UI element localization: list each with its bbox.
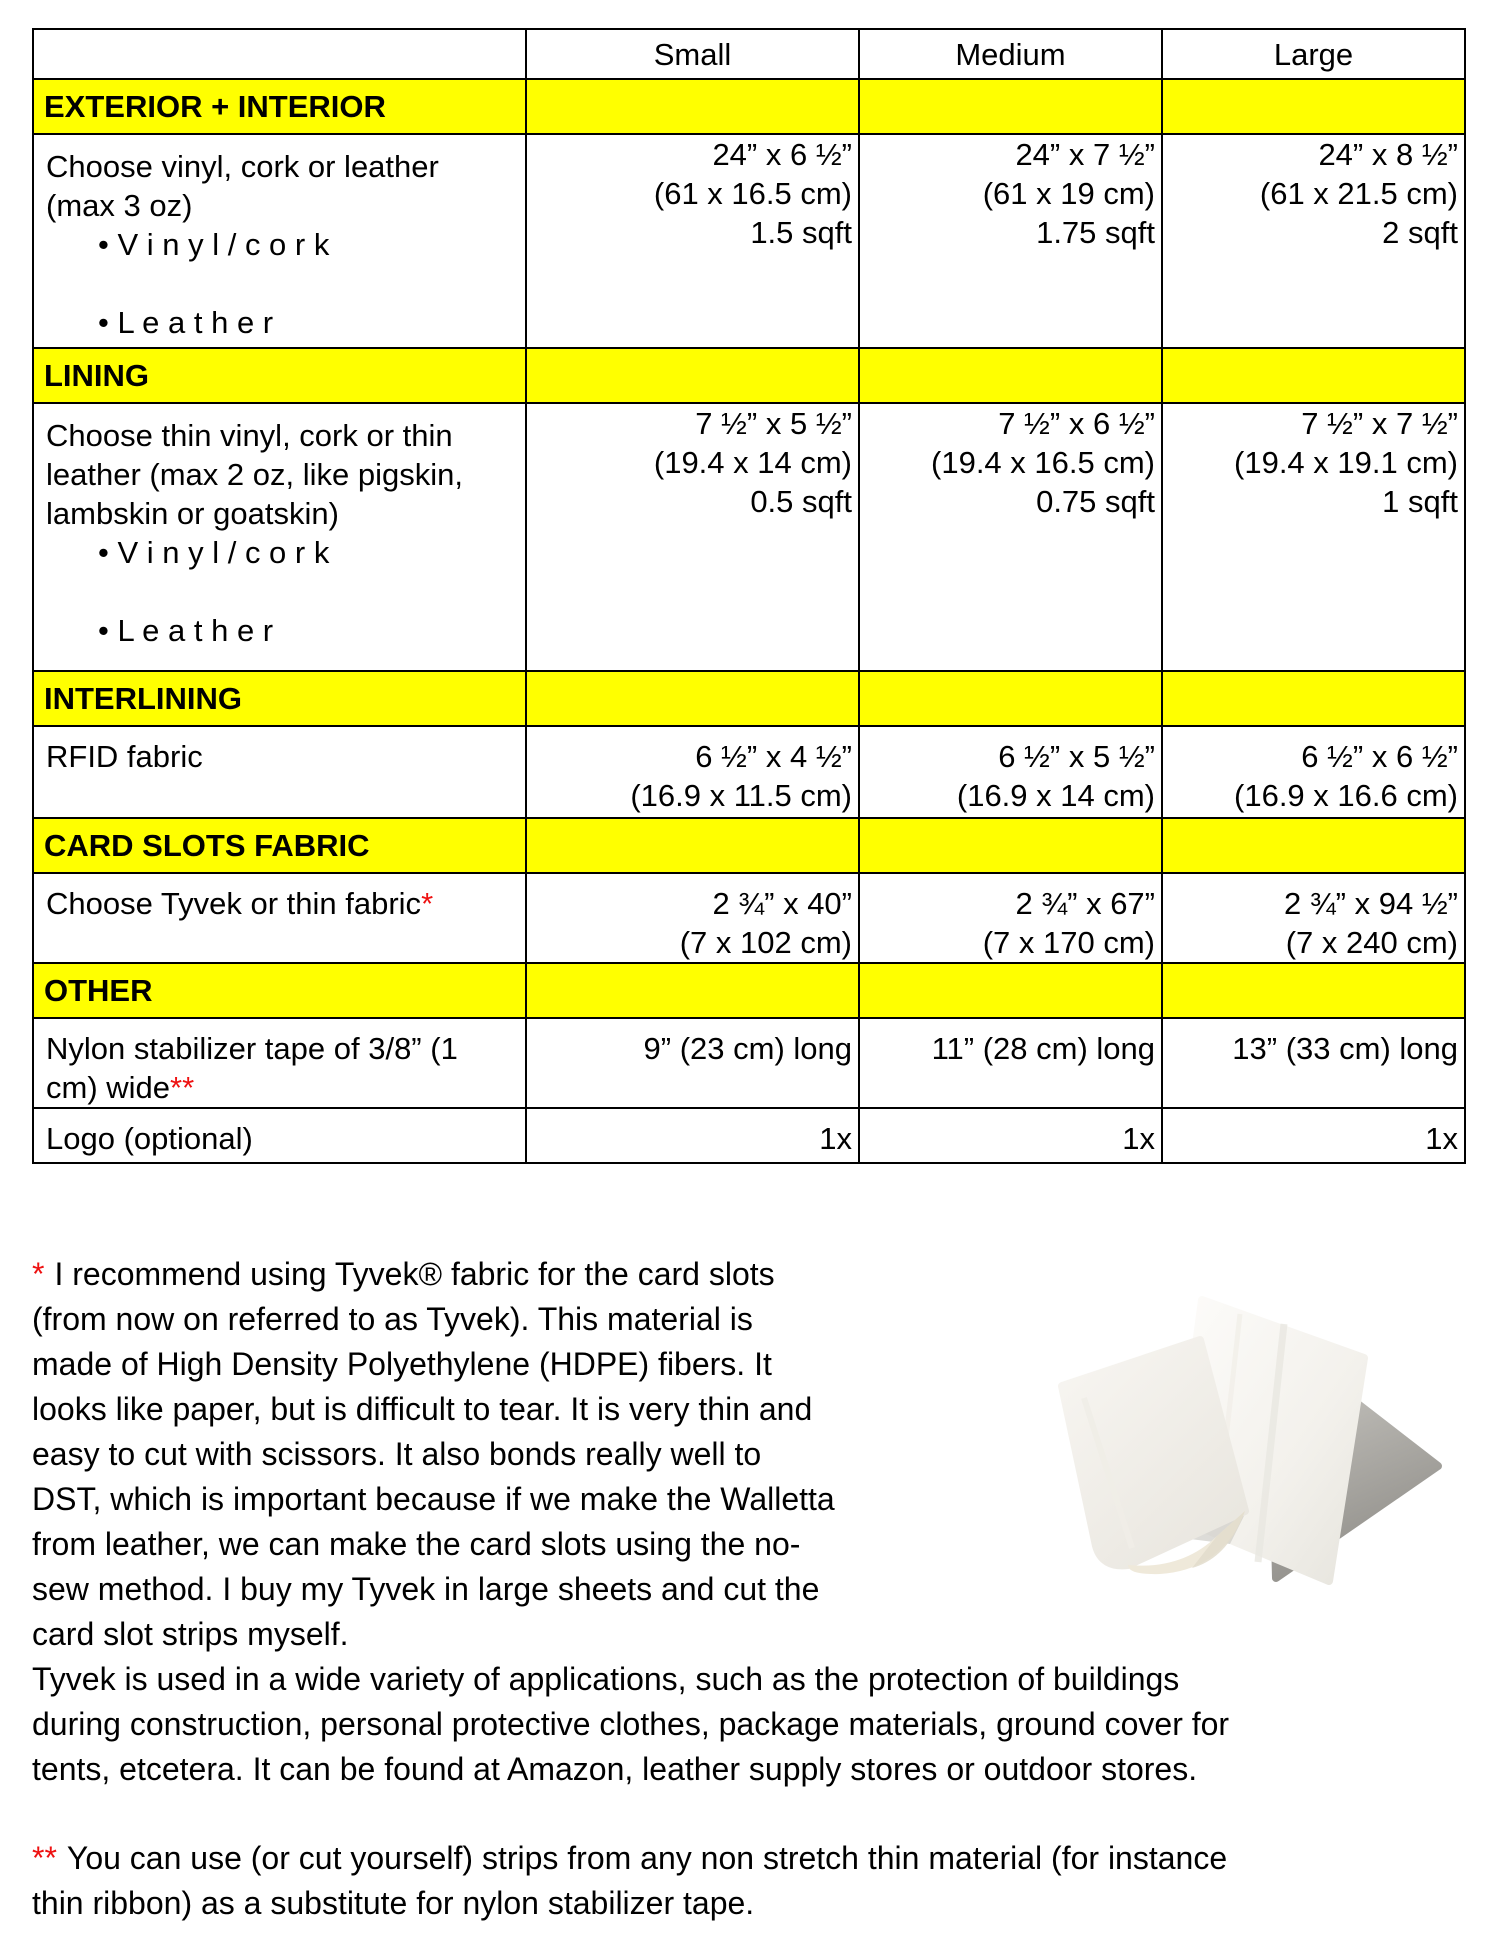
row-label-nylon-tape: Nylon stabilizer tape of 3/8” (1 cm) wide** [33, 1018, 526, 1108]
cell-cardslots-large: 2 ¾” x 94 ½” (7 x 240 cm) [1162, 873, 1465, 963]
row-label-rfid: RFID fabric [33, 726, 526, 818]
footnote-1-line: (from now on referred to as Tyvek). This material is [32, 1301, 753, 1337]
section-row-other [33, 963, 1465, 1018]
row-label-card-slots: Choose Tyvek or thin fabric* [33, 873, 526, 963]
row-label-exterior [33, 134, 526, 348]
table-row-nylon-tape [33, 1018, 1465, 1108]
cell-nylon-small: 9” (23 cm) long [526, 1018, 859, 1108]
section-row-exterior-interior [33, 79, 1465, 134]
footnote-1-line: looks like paper, but is difficult to tear. It is very thin and [32, 1391, 813, 1427]
cell-lining-large: 7 ½” x 7 ½” (19.4 x 19.1 cm) 1 sqft [1162, 403, 1465, 671]
cell-cardslots-small: 2 ¾” x 40” (7 x 102 cm) [526, 873, 859, 963]
footnote-1-marker: * [32, 1256, 45, 1292]
footnotes-block [32, 1252, 1472, 1926]
cell-rfid-small: 6 ½” x 4 ½” (16.9 x 11.5 cm) [526, 726, 859, 818]
tyvek-paragraph-line: during construction, personal protective clothes, package materials, ground cover for [32, 1706, 1230, 1742]
column-header-small: Small [526, 29, 859, 79]
cell-exterior-medium: 24” x 7 ½” (61 x 19 cm) 1.75 sqft [859, 134, 1162, 348]
table-row-rfid [33, 726, 1465, 818]
column-header-large: Large [1162, 29, 1465, 79]
column-header-medium: Medium [859, 29, 1162, 79]
table-row-card-slots [33, 873, 1465, 963]
cell-logo-medium: 1x [859, 1108, 1162, 1163]
bullet-leather: • L e a t h e r [98, 305, 274, 340]
footnote-2-marker: ** [32, 1840, 57, 1876]
cell-rfid-large: 6 ½” x 6 ½” (16.9 x 16.6 cm) [1162, 726, 1465, 818]
section-title: LINING [33, 348, 526, 403]
section-row-lining [33, 348, 1465, 403]
footnote-marker: ** [170, 1070, 195, 1105]
section-title: INTERLINING [33, 671, 526, 726]
paragraph-spacer [32, 1792, 1472, 1836]
bullet-leather: • L e a t h e r [98, 613, 274, 648]
footnote-1-line: made of High Density Polyethylene (HDPE) fibers. It [32, 1346, 772, 1382]
cell-lining-medium: 7 ½” x 6 ½” (19.4 x 16.5 cm) 0.75 sqft [859, 403, 1162, 671]
section-row-card-slots [33, 818, 1465, 873]
cell-nylon-large: 13” (33 cm) long [1162, 1018, 1465, 1108]
bullet-vinyl-cork: • V i n y l / c o r k [98, 227, 330, 262]
footnote-1-line: DST, which is important because if we make the Walletta [32, 1481, 835, 1517]
cell-lining-small: 7 ½” x 5 ½” (19.4 x 14 cm) 0.5 sqft [526, 403, 859, 671]
row-desc: Choose thin vinyl, cork or thin leather (max 2 oz, like pigskin, lambskin or goatskin) [46, 418, 463, 531]
bullet-vinyl-cork: • V i n y l / c o r k [98, 535, 330, 570]
materials-table [32, 28, 1466, 1164]
footnote-1-line: sew method. I buy my Tyvek in large sheets and cut the [32, 1571, 820, 1607]
cell-exterior-small: 24” x 6 ½” (61 x 16.5 cm) 1.5 sqft [526, 134, 859, 348]
footnote-1-line: * I recommend using Tyvek® fabric for the card slots [32, 1256, 775, 1292]
row-label-logo: Logo (optional) [33, 1108, 526, 1163]
section-title: EXTERIOR + INTERIOR [33, 79, 526, 134]
table-row-logo [33, 1108, 1465, 1163]
tyvek-paragraph-line: Tyvek is used in a wide variety of applications, such as the protection of buildings [32, 1661, 1180, 1697]
cell-nylon-medium: 11” (28 cm) long [859, 1018, 1162, 1108]
footnote-2-line: ** You can use (or cut yourself) strips from any non stretch thin material (for instance [32, 1840, 1228, 1876]
cell-rfid-medium: 6 ½” x 5 ½” (16.9 x 14 cm) [859, 726, 1162, 818]
footnote-marker: * [421, 886, 434, 921]
row-desc: Choose vinyl, cork or leather (max 3 oz) [46, 149, 439, 223]
cell-cardslots-medium: 2 ¾” x 67” (7 x 170 cm) [859, 873, 1162, 963]
header-empty-cell [33, 29, 526, 79]
cell-exterior-large: 24” x 8 ½” (61 x 21.5 cm) 2 sqft [1162, 134, 1465, 348]
footnote-2-line: thin ribbon) as a substitute for nylon stabilizer tape. [32, 1885, 755, 1921]
footnote-1-line: easy to cut with scissors. It also bonds really well to [32, 1436, 762, 1472]
section-row-interlining [33, 671, 1465, 726]
table-row-exterior [33, 134, 1465, 348]
tyvek-paragraph-line: tents, etcetera. It can be found at Amazon, leather supply stores or outdoor stores. [32, 1751, 1198, 1787]
section-title: CARD SLOTS FABRIC [33, 818, 526, 873]
footnote-1-line: card slot strips myself. [32, 1616, 349, 1652]
cell-logo-large: 1x [1162, 1108, 1465, 1163]
table-row-lining [33, 403, 1465, 671]
row-label-lining [33, 403, 526, 671]
size-header-row [33, 29, 1465, 79]
section-title: OTHER [33, 963, 526, 1018]
cell-logo-small: 1x [526, 1108, 859, 1163]
footnote-1-line: from leather, we can make the card slots using the no- [32, 1526, 801, 1562]
